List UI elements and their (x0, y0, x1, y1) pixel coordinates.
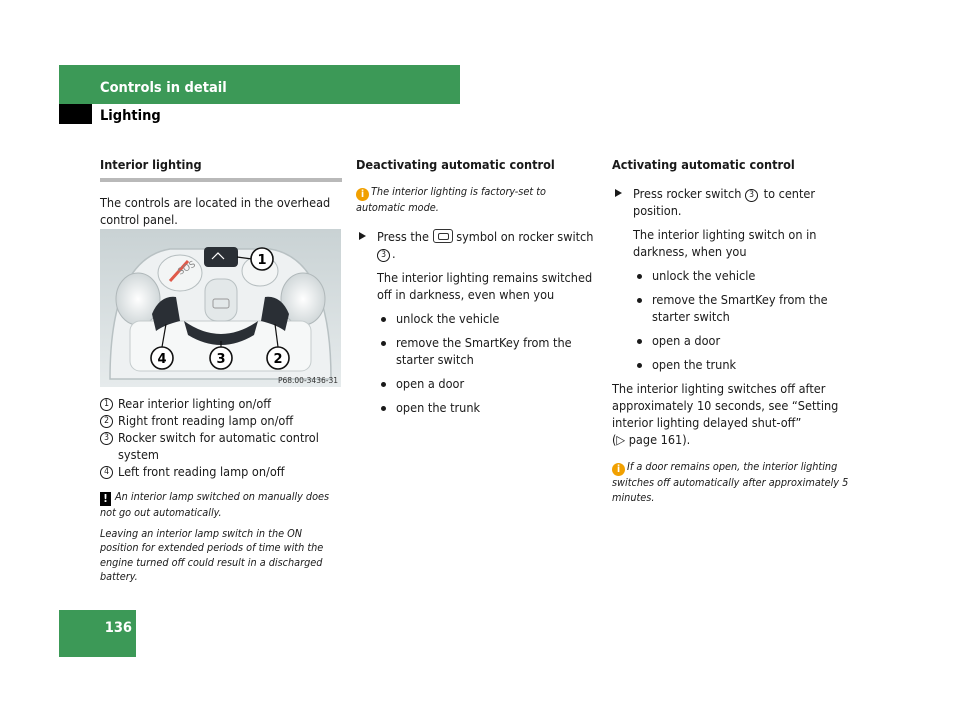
step-text-end: . (392, 245, 396, 261)
column-deactivating (356, 156, 598, 423)
svg-text:3: 3 (216, 352, 226, 367)
bullet-icon (381, 341, 386, 346)
figure-legend (100, 395, 342, 480)
step-text-pre: Press the (377, 228, 429, 244)
shutoff-paragraph: The interior lighting switches off after approximately 10 seconds, see “Setting interior lighting delayed shut-off” (612, 381, 839, 430)
list-item (612, 332, 862, 349)
heading-interior-lighting: Interior lighting (100, 156, 342, 182)
heading-deactivating: Deactivating automatic control (356, 157, 555, 172)
legend-text: Rear interior lighting on/off (118, 396, 272, 411)
callout-number: 4 (100, 466, 113, 479)
warning-icon: ! (100, 492, 111, 506)
legend-text: Rocker switch for automatic control system (118, 430, 319, 462)
legend-item (100, 412, 342, 429)
center-lens (205, 279, 237, 321)
svg-text:2: 2 (273, 352, 283, 367)
callout-number: 2 (100, 415, 113, 428)
bullet-icon (381, 406, 386, 411)
list-item (356, 334, 598, 368)
warning-text-2: Leaving an interior lamp switch in the ON position for extended periods of time with the engine turned off could result in a discharged battery. (100, 526, 324, 583)
list-item (356, 310, 598, 327)
step-deactivate (356, 228, 598, 262)
callout-number: 3 (100, 432, 113, 445)
list-item-text: remove the SmartKey from the starter switch (652, 292, 828, 324)
callout-1 (251, 248, 273, 270)
list-item (612, 356, 862, 373)
legend-text: Left front reading lamp on/off (118, 464, 285, 479)
intro-text: The controls are located in the overhead control panel. (100, 195, 331, 227)
legend-item (100, 463, 342, 480)
callout-ref: 3 (745, 189, 758, 202)
rear-lighting-switch (204, 247, 238, 267)
info-icon: i (612, 463, 625, 476)
step-arrow-icon (359, 232, 366, 240)
callout-2 (267, 347, 289, 369)
list-item-text: open a door (396, 375, 465, 391)
svg-text:1: 1 (257, 253, 267, 268)
section-marker (59, 104, 92, 124)
svg-text:4: 4 (157, 352, 167, 367)
step-text-post: to center position. (633, 186, 816, 218)
list-item-text: remove the SmartKey from the starter switch (396, 334, 572, 367)
callout-number: 1 (100, 398, 113, 411)
bullet-icon (381, 382, 386, 387)
step-text-mid: symbol on rocker switch (456, 228, 594, 244)
info-note-text: The interior lighting is factory-set to automatic mode. (356, 185, 546, 214)
callout-ref: 3 (377, 249, 390, 262)
list-item-text: open the trunk (396, 399, 481, 415)
warning-note (100, 490, 342, 521)
bullet-icon (637, 339, 642, 344)
list-item-text: open a door (652, 333, 721, 348)
info-note (356, 185, 598, 216)
list-item (612, 291, 862, 325)
list-item (356, 399, 598, 416)
bullet-icon (637, 363, 642, 368)
section-title: Lighting (100, 108, 161, 124)
callout-4 (151, 347, 173, 369)
column-activating (612, 156, 862, 511)
page-reference-link[interactable]: (▷ page 161). (612, 432, 691, 447)
warning-text-1: An interior lamp switched on manually does not go out automatically. (100, 490, 330, 519)
legend-item (100, 429, 342, 463)
step-arrow-icon (615, 189, 622, 197)
list-item-text: open the trunk (652, 357, 737, 372)
callout-3 (210, 347, 232, 369)
overhead-control-panel-figure (100, 229, 341, 387)
list-item (612, 267, 862, 284)
list-item (356, 375, 598, 392)
legend-item (100, 395, 342, 412)
step-result: The interior lighting switch on in darkness, when you (633, 227, 817, 259)
bullet-icon (637, 298, 642, 303)
list-item-text: unlock the vehicle (396, 310, 500, 326)
svg-text:SOS: SOS (176, 259, 198, 278)
info-icon: i (356, 188, 369, 201)
list-item-text: unlock the vehicle (652, 268, 756, 283)
step-result: The interior lighting remains switched off in darkness, even when you (377, 269, 593, 302)
chapter-title: Controls in detail (100, 80, 227, 96)
legend-text: Right front reading lamp on/off (118, 413, 294, 428)
page-number: 136 (104, 620, 132, 636)
heading-activating: Activating automatic control (612, 157, 795, 172)
bullet-icon (637, 274, 642, 279)
step-text-pre: Press rocker switch (633, 186, 742, 201)
step-activate (612, 185, 862, 219)
figure-code: P68.00-3436-31 (277, 376, 338, 385)
bullet-icon (381, 317, 386, 322)
auto-control-symbol-icon (433, 229, 453, 243)
info-note-text: If a door remains open, the interior lighting switches off automatically after approximately 5 minutes. (612, 460, 849, 504)
info-note (612, 460, 862, 505)
